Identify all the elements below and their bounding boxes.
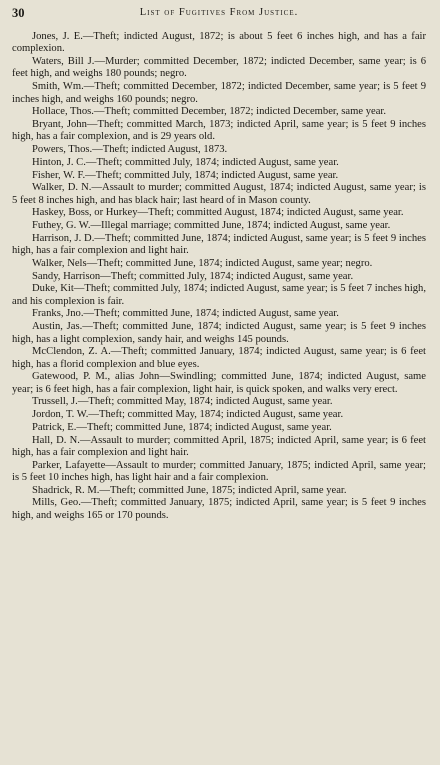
- fugitive-entry: Haskey, Boss, or Hurkey—Theft; committed August, 1874; indicted August, same year.: [32, 207, 404, 219]
- running-head: List of Fugitives From Justice.: [139, 7, 299, 18]
- fugitive-entry: Bryant, John—Theft; committed March, 1873; indicted April, same year; is 5 feet 9 inches high, has a fair complexion, and is 29 years old.: [12, 118, 426, 143]
- fugitive-entry: Waters, Bill J.—Murder; committed December, 1872; indicted December, same year; is 6 feet high, and weighs 180 pounds; negro.: [12, 56, 426, 80]
- fugitive-entry: Jones, J. E.—Theft; indicted August, 1872; is about 5 feet 6 inches high, and has a fair complexion.: [12, 31, 426, 55]
- fugitive-entry: Futhey, G. W.—Illegal marriage; committed June, 1874; indicted August, same year.: [32, 220, 391, 232]
- page-header: [12, 5, 426, 25]
- fugitive-entry: Smith, Wm.—Theft; committed December, 1872; indicted December, same year; is 5 feet 9 inches high, and weighs 160 pounds; negro.: [12, 81, 426, 105]
- fugitive-entry: Shadrick, R. M.—Theft; committed June, 1875; indicted April, same year.: [32, 484, 347, 496]
- fugitive-entries: [12, 31, 426, 522]
- fugitive-entry: Walker, Nels—Theft; committed June, 1874; indicted August, same year; negro.: [32, 257, 373, 269]
- page-number: 30: [12, 6, 25, 20]
- fugitive-entry: Fisher, W. F.—Theft; committed July, 1874; indicted August, same year.: [32, 169, 339, 181]
- fugitive-entry: McClendon, Z. A.—Theft; committed January, 1874; indicted August, same year; is 6 feet high, has a florid complexion and blue eyes.: [12, 346, 426, 370]
- fugitive-entry: Sandy, Harrison—Theft; committed July, 1874; indicted August, same year.: [32, 270, 354, 282]
- fugitive-entry: Trussell, J.—Theft; committed May, 1874; indicted August, same year.: [32, 396, 333, 408]
- fugitive-entry: Patrick, E.—Theft; committed June, 1874; indicted August, same year.: [32, 421, 332, 433]
- fugitive-entry: Hall, D. N.—Assault to murder; committed April, 1875; indicted April, same year; is 6 feet high, has a fair complexion and light hair.: [12, 434, 426, 458]
- fugitive-entry: Austin, Jas.—Theft; committed June, 1874; indicted August, same year; is 5 feet 9 inches high, has a light complexion, sandy hair, and weighs 145 pounds.: [12, 321, 426, 345]
- fugitive-entry: Harrison, J. D.—Theft; committed June, 1874; indicted August, same year; is 5 feet 9 inches high, has a fair complexion and light hair.: [12, 232, 426, 257]
- fugitive-entry: Franks, Jno.—Theft; committed June, 1874; indicted August, same year.: [32, 308, 339, 320]
- fugitive-entry: Jordon, T. W.—Theft; committed May, 1874; indicted August, same year.: [32, 409, 344, 421]
- fugitive-entry: Hinton, J. C.—Theft; committed July, 1874; indicted August, same year.: [32, 156, 339, 168]
- fugitive-entry: Powers, Thos.—Theft; indicted August, 1873.: [32, 144, 228, 156]
- fugitive-entry: Mills, Geo.—Theft; committed January, 1875; indicted April, same year; is 5 feet 9 inches high, and weighs 165 or 170 pounds.: [12, 497, 426, 521]
- fugitive-entry: Hollace, Thos.—Theft; committed December, 1872; indicted December, same year.: [32, 106, 387, 118]
- fugitive-entry: Parker, Lafayette—Assault to murder; committed January, 1875; indicted April, same year; is 5 feet 10 inches high, has light hair and a fair complexion.: [12, 459, 426, 484]
- fugitive-entry: Duke, Kit—Theft; committed July, 1874; indicted August, same year; is 5 feet 7 inches high, and his complexion is fair.: [12, 283, 426, 307]
- fugitive-entry: Walker, D. N.—Assault to murder; committed August, 1874; indicted August, same year; is 5 feet 8 inches high, and has black hair; last heard of in Mason county.: [12, 182, 426, 206]
- fugitive-entry: Gatewood, P. M., alias John—Swindling; committed June, 1874; indicted August, same year; is 6 feet high, has a fair complexion, light hair, is quick spoken, and walks very erect.: [12, 371, 426, 395]
